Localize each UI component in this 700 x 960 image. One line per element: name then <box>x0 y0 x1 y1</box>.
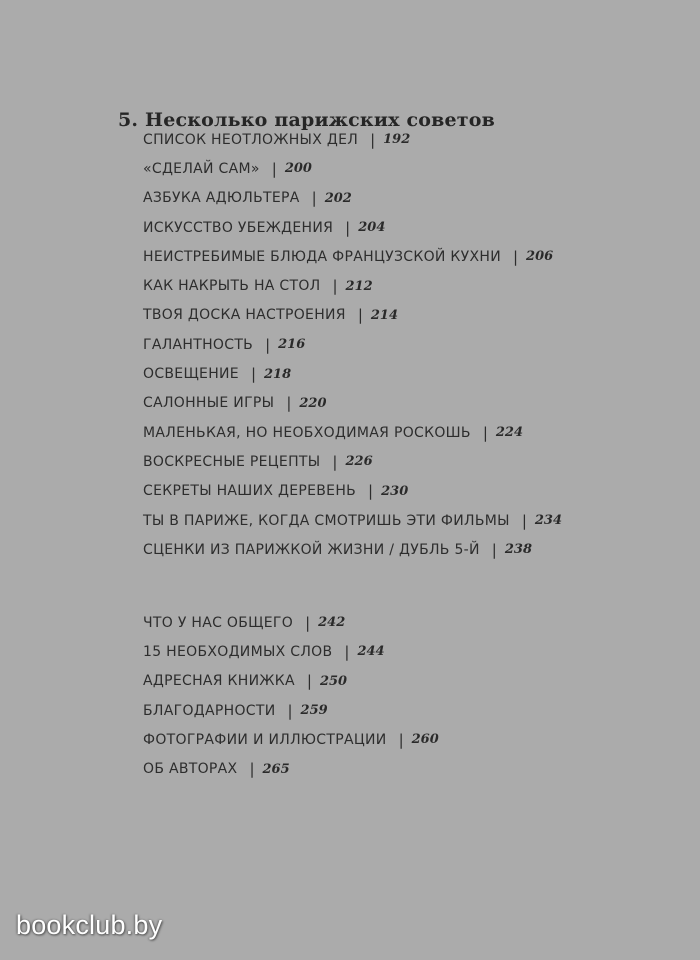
toc-page-number: 220 <box>299 395 327 411</box>
toc-entry-title: ОСВЕЩЕНИЕ <box>143 366 239 383</box>
toc-separator: | <box>345 218 351 237</box>
toc-page-number: 214 <box>370 307 399 323</box>
toc-separator: | <box>249 760 255 779</box>
toc-entry-title: ОБ АВТОРАХ <box>143 761 238 778</box>
toc-entry-title: ГАЛАНТНОСТЬ <box>143 336 254 353</box>
watermark: bookclub.by <box>16 910 163 940</box>
toc-entry <box>143 608 439 637</box>
toc-page-number: 234 <box>534 513 563 528</box>
toc-entry-title: 15 НЕОБХОДИМЫХ СЛОВ <box>143 643 333 660</box>
toc-entry <box>143 301 562 330</box>
toc-entry <box>143 359 562 388</box>
toc-separator: | <box>332 452 338 471</box>
toc-page-number: 242 <box>318 615 346 631</box>
toc-separator: | <box>482 423 488 442</box>
toc-entry <box>143 389 562 418</box>
toc-entry-title: АДРЕСНАЯ КНИЖКА <box>143 673 295 690</box>
toc-entry <box>143 184 562 213</box>
toc-page-number: 212 <box>345 278 373 294</box>
toc-separator: | <box>305 613 311 632</box>
toc-page-number: 200 <box>284 161 312 177</box>
toc-page-number: 259 <box>300 703 328 719</box>
toc-entry-title: ФОТОГРАФИИ И ИЛЛЮСТРАЦИИ <box>143 731 387 748</box>
toc-separator: | <box>287 701 293 720</box>
toc-page-number: 192 <box>383 132 411 148</box>
toc-page-number: 250 <box>319 673 348 689</box>
toc-separator: | <box>357 306 363 325</box>
toc-entry-title: ИСКУССТВО УБЕЖДЕНИЯ <box>143 219 334 236</box>
toc-entry <box>143 154 562 183</box>
toc-separator: | <box>311 189 317 208</box>
toc-entry <box>143 418 562 447</box>
toc-separator: | <box>286 394 292 413</box>
toc-page-number: 230 <box>381 483 409 499</box>
toc-page-number: 224 <box>495 425 524 441</box>
toc-separator: | <box>344 642 350 661</box>
toc-page-number: 206 <box>526 249 554 265</box>
toc-page-number: 244 <box>357 644 385 660</box>
toc-entry-title: МАЛЕНЬКАЯ, НО НЕОБХОДИМАЯ РОСКОШЬ <box>143 424 471 441</box>
toc-entry <box>143 271 562 300</box>
toc-entry <box>143 477 562 506</box>
toc-separator: | <box>250 365 257 384</box>
toc-entry-title: СЕКРЕТЫ НАШИХ ДЕРЕВЕНЬ <box>143 483 357 500</box>
toc-entry <box>143 447 562 476</box>
toc-separator: | <box>398 730 404 749</box>
toc-list-chapter-5 <box>143 125 562 564</box>
toc-page-number: 218 <box>264 366 292 382</box>
toc-separator: | <box>332 277 338 296</box>
toc-separator: | <box>271 159 277 178</box>
toc-entry-title: САЛОННЫЕ ИГРЫ <box>143 395 275 412</box>
toc-entry-title: СЦЕНКИ ИЗ ПАРИЖКОЙ ЖИЗНИ / ДУБЛЬ 5-Й <box>143 541 480 558</box>
toc-entry <box>143 242 562 271</box>
toc-entry-title: СПИСОК НЕОТЛОЖНЫХ ДЕЛ <box>143 131 359 148</box>
toc-entry <box>143 535 562 564</box>
toc-entry-title: КАК НАКРЫТЬ НА СТОЛ <box>143 278 321 295</box>
toc-separator: | <box>512 247 519 266</box>
chapter-title: 5. Несколько парижских советов <box>118 108 496 131</box>
toc-entry <box>143 213 562 242</box>
toc-list-appendix <box>143 608 439 784</box>
toc-separator: | <box>306 672 312 691</box>
toc-separator: | <box>521 511 527 530</box>
toc-entry <box>143 667 439 696</box>
toc-separator: | <box>491 540 497 559</box>
toc-entry-title: БЛАГОДАРНОСТИ <box>143 702 276 719</box>
toc-entry <box>143 725 439 754</box>
toc-page-number: 216 <box>278 337 306 353</box>
toc-entry-title: ЧТО У НАС ОБЩЕГО <box>143 614 294 631</box>
toc-entry-title: «СДЕЛАЙ САМ» <box>143 160 260 177</box>
toc-page-number: 204 <box>358 220 386 236</box>
toc-entry-title: АЗБУКА АДЮЛЬТЕРА <box>143 190 300 207</box>
toc-entry <box>143 754 439 783</box>
toc-entry-title: ВОСКРЕСНЫЕ РЕЦЕПТЫ <box>143 453 321 470</box>
toc-entry-title: ТЫ В ПАРИЖЕ, КОГДА СМОТРИШЬ ЭТИ ФИЛЬМЫ <box>143 512 510 529</box>
toc-entry <box>143 696 439 725</box>
toc-separator: | <box>370 130 376 149</box>
toc-entry <box>143 125 562 154</box>
toc-separator: | <box>265 335 271 354</box>
toc-entry-title: ТВОЯ ДОСКА НАСТРОЕНИЯ <box>143 307 346 324</box>
toc-page-number: 265 <box>262 761 290 777</box>
toc-entry <box>143 506 562 535</box>
toc-page-number: 260 <box>411 732 439 748</box>
toc-page-number: 202 <box>324 190 352 206</box>
toc-entry <box>143 330 562 359</box>
toc-entry <box>143 637 439 666</box>
toc-entry-title: НЕИСТРЕБИМЫЕ БЛЮДА ФРАНЦУЗСКОЙ КУХНИ <box>143 248 501 265</box>
toc-separator: | <box>368 482 374 501</box>
toc-page-number: 238 <box>504 542 532 558</box>
toc-page-number: 226 <box>345 454 373 470</box>
